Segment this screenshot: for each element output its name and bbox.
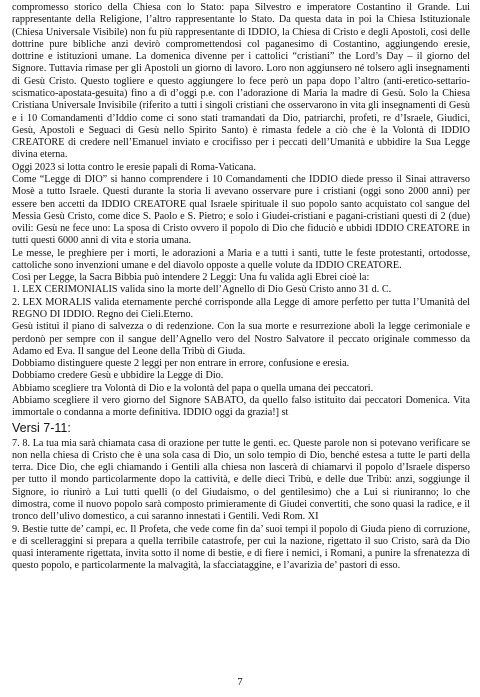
paragraph-choose-sabbath: Abbiamo scegliere il vero giorno del Signore SABATO, da quello falso istituito dai peccatori Domenica. Vita immortale o condanna a morte definitiva. IDDIO oggi da grazia!] st: [12, 395, 470, 419]
paragraph-distinguish-laws: Dobbiamo distinguere queste 2 leggi per non entrare in errore, confusione e eresia.: [12, 358, 350, 370]
list-item-lex-moralis: 2. LEX MORALIS valida eternamente perché corrisponde alla Legge di amore perfetto per tutta l’Umanità del REGNO DI IDDIO. Regno dei Cieli.Eterno.: [12, 296, 470, 321]
document-page: [12, 2, 470, 573]
paragraph-choose-will: Abbiamo scegliere tra Volontà di Dio e la volontà del papa o quella umana dei peccatori.: [12, 382, 374, 394]
paragraph-constantine-compromise: compromesso storico della Chiesa con lo Stato: papa Silvestro e imperatore Costantino il Grande. Lui rappresentante della Religione, l’altro rappresentante lo Stato. Da questa data in poi la Chiesa Istituzionale (Chiesa Universale Visibile) non fu più rappresentante di IDDIO, la Chiesa di Cristo e degli Apostoli, così delle dottrine pure bibliche anzi devirò compromettendosi col paganesimo di Costantino, aggiungendo eresie, dottrine e istituzioni umane. La domenica divenne per i cattolici “cristiani” the Lord’s Day – il giorno del Signore. Tuttavia rimase per gli Apostoli un giorno di lavoro. Loro non aggiunsero né tolsero agli insegnamenti di Gesù Cristo. Questo togliere e questo aggiungere lo fece però un papa dopo l’altro (anti-eretico-settario-scismatico-apostata-gesuita) fino a dì d’oggi p.e. con l’adorazione di Maria la madre di Gesù. Solo la Chiesa Cristiana Universale Invisibile (riferito a tutti i singoli cristiani che osservarono in vita gli insegnamenti di Gesù e i 10 Comandamenti d’Iddio come ci sono stati tramandati da Dio, patriarchi, profeti, re d’Israele, Giudici, Gesù, Apostoli e Seguaci di Gesù nello Spirito Santo) è rimasta fedele a ciò che è la Volontà di IDDIO CREATORE di credere nell’Emanuel inviato e crocifisso per i peccati dell’Umanità e ubbidire la Sua Legge divina eterna.: [12, 2, 470, 161]
section-heading: Versi 7-11:: [12, 420, 71, 435]
paragraph-rome-heresies: Oggi 2023 si lotta contro le eresie papali di Roma-Vaticana.: [12, 161, 256, 173]
list-item-lex-cerimonialis: 1. LEX CERIMONIALIS valida sino la morte dell’Agnello di Dio Gesù Cristo anno 31 d. C.: [12, 284, 392, 296]
verse-commentary-7-8: 7. 8. La tua mia sarà chiamata casa di orazione per tutte le genti. ec. Queste parole non si potevano verificare se non nella chiesa di Cristo che è una sola casa di Dio, un solo tempio di Dio, benché estesa a tutte le parti della terra. Dice Dio, che egli chiamando i Gentili alla chiesa non lascerà di chiamarvi il popolo d’Israele disperso per tutto il mondo particolarmente dopo la cattività, e delle dieci Tribù, e delle due Tribù: anzi, soggiunge il Signore, io riunirò a Lui tutti quelli (o del Giudaismo, o del gentilesimo) che a Lui si riuniranno; lo che dimostra, come il nuovo popolo sarà composto primieramente di Giudei convertiti, che sono quasi la radice, e il tronco dell’ulivo domestico, a cui saranno innestati i Gentili. Vedi Rom. XI: [12, 437, 470, 523]
paragraph-believe-jesus: Dobbiamo credere Gesù e ubbidire la Legge di Dio.: [12, 370, 224, 382]
paragraph-law-of-god: Come “Legge di DIO” si hanno comprendere i 10 Comandamenti che IDDIO diede presso il Sinai attraverso Mosè a tutto Israele. Questi durante la storia li avevano osservare pure i cristiani (oggi sono 2000 anni) per essere ben accetti da IDDIO CREATORE qual Israele spirituale il suo popolo santo acquistato col sangue del Messia Gesù Cristo, come dice S. Paolo e S. Pietro; e solo i Giudei-cristiani e pagani-cristiani questi di 2 (due) ovili: Gesù ne fece uno: La sposa di Cristo ovvero il popolo di Dio che fiduciò e ubbidì IDDIO CREATORE in tutti questi 6000 anni di vita e storia umana.: [12, 173, 470, 247]
page-number: 7: [237, 676, 243, 688]
paragraph-plan-of-salvation: Gesù istituì il piano di salvezza o di redenzione. Con la sua morte e resurrezione abolì la legge cerimoniale e perdonò per sempre con il sangue dell’Agnello vero del Nostro Salvatore il peccato originale commesso da Adamo ed Eva. Il sangue del Leone della Tribù di Giuda.: [12, 321, 470, 357]
paragraph-human-inventions: Le messe, le preghiere per i morti, le adorazioni a Maria e a tutti i santi, tutte le feste protestanti, ortodosse, cattoliche sono invenzioni umane e del diavolo opposte a quelle volute da IDDIO CREATORE.: [12, 247, 470, 271]
paragraph-two-laws-intro: Così per Legge, la Sacra Bibbia può intendere 2 Leggi: Una fu valida agli Ebrei cioè la:: [12, 272, 370, 284]
verse-commentary-9: 9. Bestie tutte de’ campi, ec. Il Profeta, che vede come fin da’ suoi tempi il popolo di Giuda pieno di corruzione, e di scelleraggini si prepara a quella terribile catastrofe, per cui la nazione, rigettato il suo Cristo, sarà da Dio quasi interamente rigettata, invita sotto il nome di bestie, e di fiere i nemici, i Romani, a punire la sfrenatezza di questo popolo, e particolarmente la malvagità, la sfacciataggine, e l’avarizia de’ pastori di esso.: [12, 523, 470, 572]
